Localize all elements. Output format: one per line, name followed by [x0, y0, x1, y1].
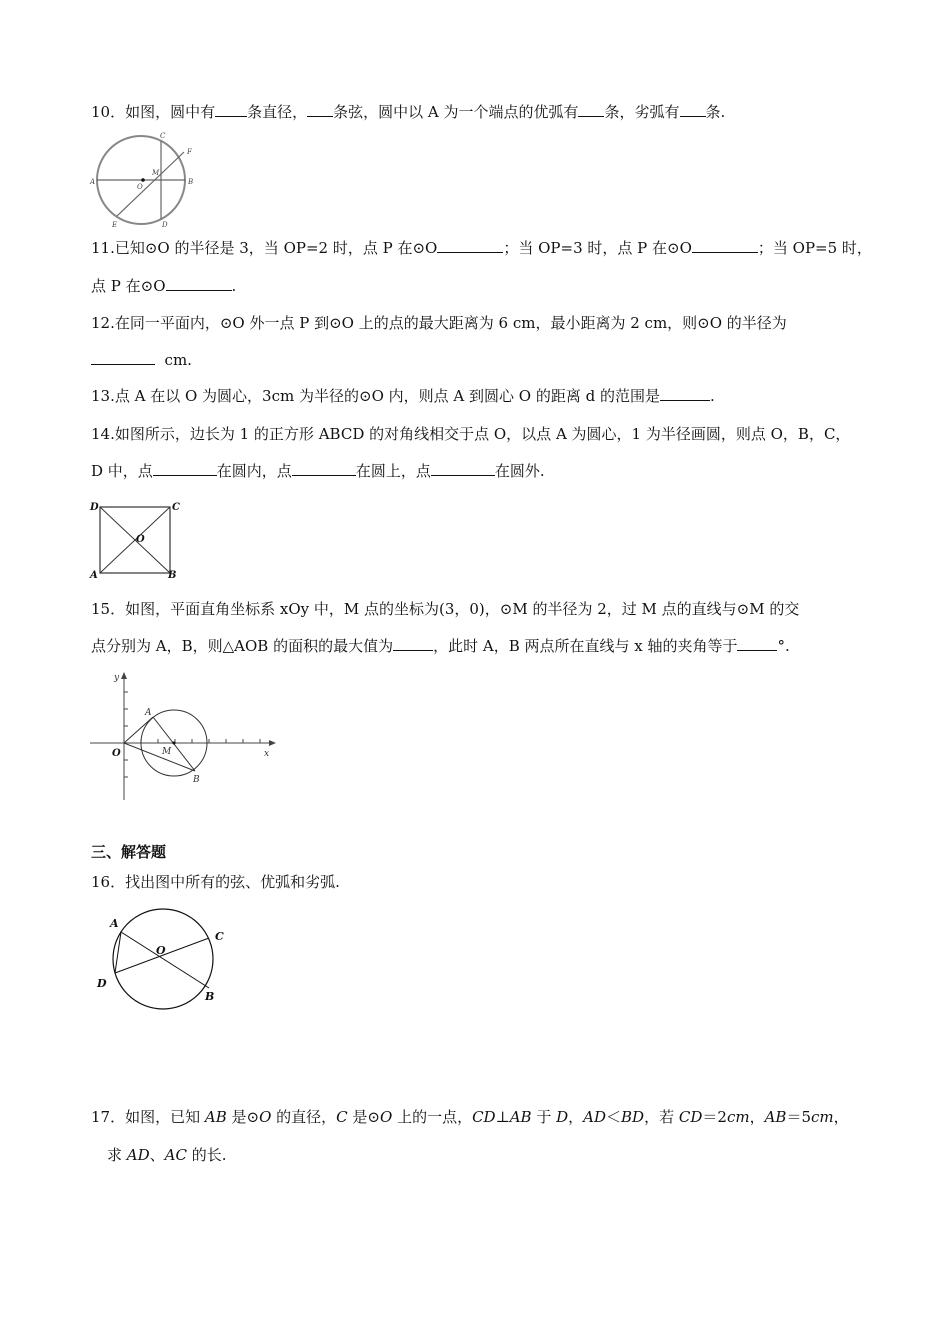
q10-figure [88, 130, 208, 234]
label-y: y [114, 673, 120, 683]
q15-text-line2: 点分别为 A，B，则△AOB 的面积的最大值为 ，此时 A，B 两点所在直线与 x 轴的夹角等于 °. [91, 637, 790, 655]
blank [307, 102, 333, 117]
q17-text-line1: 17．如图，已知 AB 是⊙O 的直径，C 是⊙O 上的一点，CD⊥AB 于 D，AD＜BD，若 CD＝2cm，AB＝5cm， [91, 1108, 849, 1126]
q12-text-line2: cm. [91, 350, 192, 370]
label-E: E [112, 221, 118, 229]
label-B: B [188, 178, 194, 186]
blank [692, 238, 758, 253]
q12-text-line1: 12.在同一平面内，⊙O 外一点 P 到⊙O 上的点的最大距离为 6 cm，最小距离为 2 cm，则⊙O 的半径为 [91, 314, 787, 332]
label-D: D [97, 977, 107, 990]
q11-text-line1: 11.已知⊙O 的半径是 3，当 OP=2 时，点 P 在⊙O ；当 OP=3 时，点 P 在⊙O ；当 OP=5 时， [91, 239, 872, 257]
q17-text-line2: 求 AD、AC 的长. [107, 1146, 227, 1164]
q11-text-line2: 点 P 在⊙O . [91, 277, 237, 295]
blank [680, 102, 706, 117]
q15-figure [86, 670, 286, 809]
label-M: M [152, 169, 160, 177]
label-C: C [160, 132, 166, 140]
label-B: B [193, 775, 200, 785]
q10-text: 10．如图，圆中有 条直径， 条弦，圆中以 A 为一个端点的优弧有 条，劣弧有 条. [91, 103, 726, 121]
label-O: O [137, 183, 143, 191]
section-heading: 三、解答题 [91, 843, 167, 861]
blank [292, 461, 356, 476]
blank [660, 386, 710, 401]
label-A: A [90, 178, 96, 186]
q16-figure [90, 905, 240, 1021]
label-C: C [172, 502, 180, 513]
label-C: C [215, 930, 224, 943]
blank [153, 461, 217, 476]
q14-text-line2: D 中，点 在圆内，点 在圆上，点 在圆外. [91, 462, 545, 480]
blank [431, 461, 495, 476]
label-O: O [112, 748, 121, 759]
label-A: A [110, 917, 119, 930]
blank [166, 276, 232, 291]
label-A: A [90, 570, 98, 581]
label-x: x [264, 749, 270, 759]
q16-text: 16．找出图中所有的弦、优弧和劣弧. [91, 873, 340, 891]
label-D: D [162, 221, 168, 229]
blank [215, 102, 247, 117]
blank [737, 636, 777, 651]
label-O: O [156, 944, 166, 957]
q15-text-line1: 15．如图，平面直角坐标系 xOy 中，M 点的坐标为(3，0)，⊙M 的半径为 2，过 M 点的直线与⊙M 的交 [91, 600, 800, 618]
blank [437, 238, 503, 253]
label-B: B [205, 990, 215, 1003]
label-B: B [168, 570, 177, 581]
q14-figure [86, 498, 186, 586]
blank [578, 102, 604, 117]
label-D: D [90, 502, 99, 513]
blank [91, 350, 155, 365]
label-M: M [162, 747, 172, 757]
q14-text-line1: 14.如图所示，边长为 1 的正方形 ABCD 的对角线相交于点 O，以点 A 为圆心，1 为半径画圆，则点 O，B，C， [91, 425, 851, 443]
label-O: O [136, 534, 145, 545]
q13-text: 13.点 A 在以 O 为圆心，3cm 为半径的⊙O 内，则点 A 到圆心 O 的距离 d 的范围是 . [91, 387, 715, 405]
blank [393, 636, 433, 651]
label-F: F [187, 148, 192, 156]
label-A: A [145, 708, 152, 718]
